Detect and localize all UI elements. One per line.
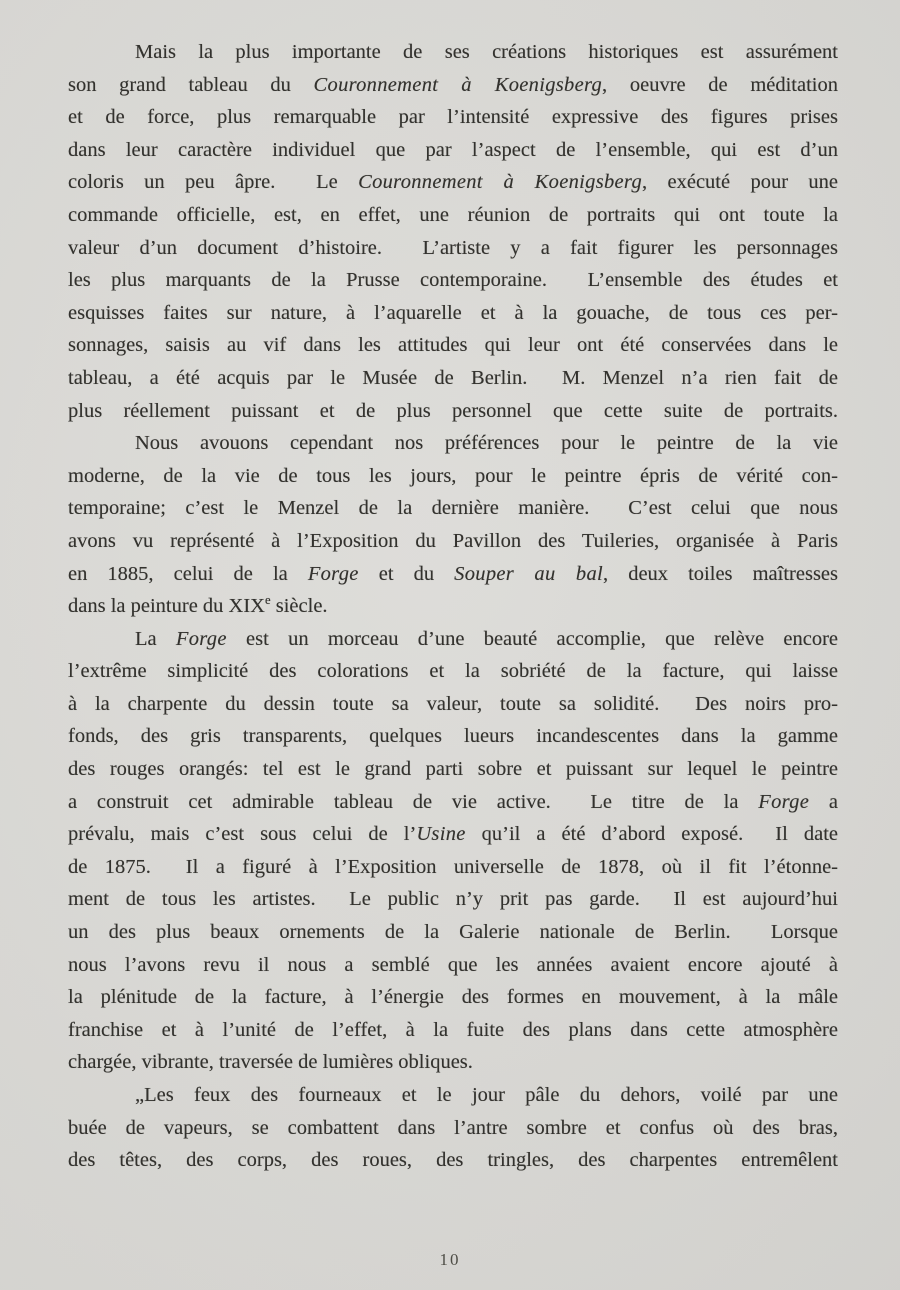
text-line: ment de tous les artistes. Le public n’y prit pas garde. Il est aujourd’hui [68,888,838,911]
text-line: dans la peinture du XIXe siècle. [68,593,328,618]
text-line: à la charpente du dessin toute sa valeur, toute sa solidité. Des noirs pro- [68,692,838,715]
page-text [68,36,838,1177]
text-line: sonnages, saisis au vif dans les attitudes qui leur ont été conservées dans le [68,334,838,357]
text-line: chargée, vibrante, traversée de lumières obliques. [68,1051,473,1074]
text-line: nous l’avons revu il nous a semblé que les années avaient encore ajouté à [68,953,838,976]
text-line: son grand tableau du Couronnement à Koenigsberg, oeuvre de méditation [68,73,838,96]
text-line: franchise et à l’unité de l’effet, à la fuite des plans dans cette atmosphère [68,1018,838,1041]
text-line: plus réellement puissant et de plus personnel que cette suite de portraits. [68,399,838,422]
text-line: l’extrême simplicité des colorations et la sobriété de la facture, qui laisse [68,660,838,683]
text-line: et de force, plus remarquable par l’intensité expressive des figures prises [68,106,838,129]
text-line: des rouges orangés: tel est le grand parti sobre et puissant sur lequel le peintre [68,758,838,781]
page-number: 10 [439,1250,461,1269]
text-line: a construit cet admirable tableau de vie active. Le titre de la Forge a [68,790,838,813]
text-line: temporaine; c’est le Menzel de la dernière manière. C’est celui que nous [68,497,838,520]
text-line: buée de vapeurs, se combattent dans l’antre sombre et confus où des bras, [68,1116,838,1139]
text-line: commande officielle, est, en effet, une réunion de portraits qui ont toute la [68,203,838,226]
text-line: un des plus beaux ornements de la Galerie nationale de Berlin. Lorsque [68,921,838,944]
text-line: des têtes, des corps, des roues, des tringles, des charpentes entremêlent [68,1149,838,1172]
text-line: tableau, a été acquis par le Musée de Berlin. M. Menzel n’a rien fait de [68,366,838,389]
text-line: valeur d’un document d’histoire. L’artiste y a fait figurer les personnages [68,236,838,259]
paragraph [68,1079,838,1177]
text-line: La Forge est un morceau d’une beauté accomplie, que relève encore [135,627,838,650]
text-line: les plus marquants de la Prusse contemporaine. L’ensemble des études et [68,269,838,292]
text-line: en 1885, celui de la Forge et du Souper au bal, deux toiles maîtresses [68,562,838,585]
text-line: dans leur caractère individuel que par l’aspect de l’ensemble, qui est d’un [68,138,838,161]
text-line: moderne, de la vie de tous les jours, pour le peintre épris de vérité con- [68,464,838,487]
text-line: Nous avouons cependant nos préférences pour le peintre de la vie [135,432,838,455]
text-line: la plénitude de la facture, à l’énergie des formes en mouvement, à la mâle [68,986,838,1009]
paragraph [68,36,838,427]
text-line: „Les feux des fourneaux et le jour pâle du dehors, voilé par une [135,1084,838,1106]
text-line: coloris un peu âpre. Le Couronnement à Koenigsberg, exécuté pour une [68,171,838,194]
text-line: de 1875. Il a figuré à l’Exposition universelle de 1878, où il fit l’étonne- [68,855,838,878]
text-line: prévalu, mais c’est sous celui de l’Usine qu’il a été d’abord exposé. Il date [68,823,838,846]
text-line: fonds, des gris transparents, quelques lueurs incandescentes dans la gamme [68,725,838,748]
text-line: esquisses faites sur nature, à l’aquarelle et à la gouache, de tous ces per- [68,301,838,324]
paragraph [68,623,838,1079]
paragraph [68,427,838,623]
text-line: avons vu représenté à l’Exposition du Pavillon des Tuileries, organisée à Paris [68,529,838,552]
text-line: Mais la plus importante de ses créations historiques est assurément [135,41,838,63]
